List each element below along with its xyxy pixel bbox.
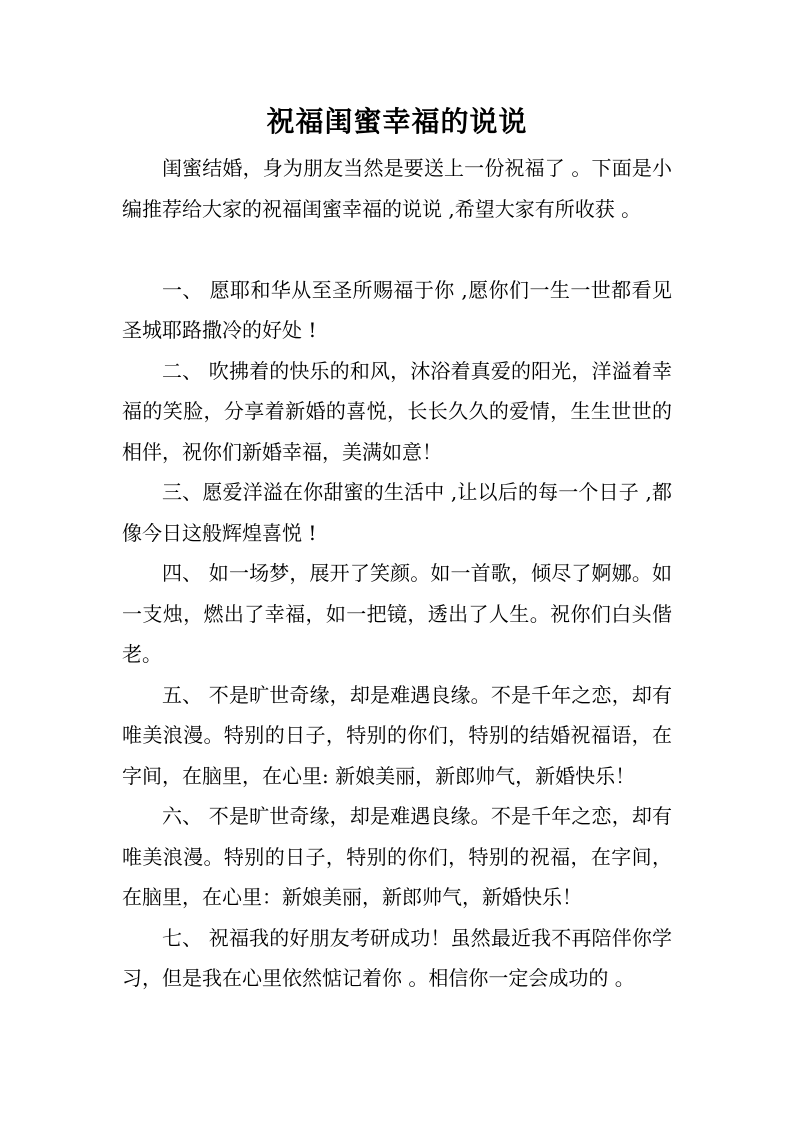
blessing-item-2: 二、 吹拂着的快乐的和风，沐浴着真爱的阳光，洋溢着幸福的笑脸，分享着新婚的喜悦，长长久久的爱情，生生世世的相伴，祝你们新婚幸福，美满如意！	[122, 358, 672, 464]
blessing-item-6: 六、 不是旷世奇缘，却是难遇良缘。不是千年之恋，却有唯美浪漫。特别的日子，特别的你们，特别的祝福，在字间，在脑里，在心里：新娘美丽，新郎帅气，新婚快乐！	[122, 804, 672, 909]
document-title: 祝福闺蜜幸福的说说	[266, 105, 528, 138]
blessing-item-4: 四、 如一场梦，展开了笑颜。如一首歌，倾尽了婀娜。如一支烛，燃出了幸福，如一把镜，透出了人生。祝你们白头偕老。	[122, 561, 672, 666]
paragraph-spacer	[122, 229, 672, 270]
intro-paragraph: 闺蜜结婚，身为朋友当然是要送上一份祝福了 。下面是小编推荐给大家的祝福闺蜜幸福的说说 ,希望大家有所收获 。	[122, 156, 672, 221]
blessing-item-3: 三、愿爱洋溢在你甜蜜的生活中 ,让以后的每一个日子 ,都像今日这般辉煌喜悦 !	[122, 480, 672, 545]
blessing-item-7: 七、 祝福我的好朋友考研成功！虽然最近我不再陪伴你学习，但是我在心里依然惦记着你 。相信你一定会成功的 。	[122, 925, 672, 990]
blessing-item-5: 五、 不是旷世奇缘，却是难遇良缘。不是千年之恋，却有唯美浪漫。特别的日子，特别的你们，特别的结婚祝福语，在字间，在脑里，在心里: 新娘美丽，新郎帅气，新婚快乐！	[122, 682, 672, 788]
blessing-item-1: 一、 愿耶和华从至圣所赐福于你 ,愿你们一生一世都看见圣城耶路撒冷的好处 !	[122, 277, 672, 342]
